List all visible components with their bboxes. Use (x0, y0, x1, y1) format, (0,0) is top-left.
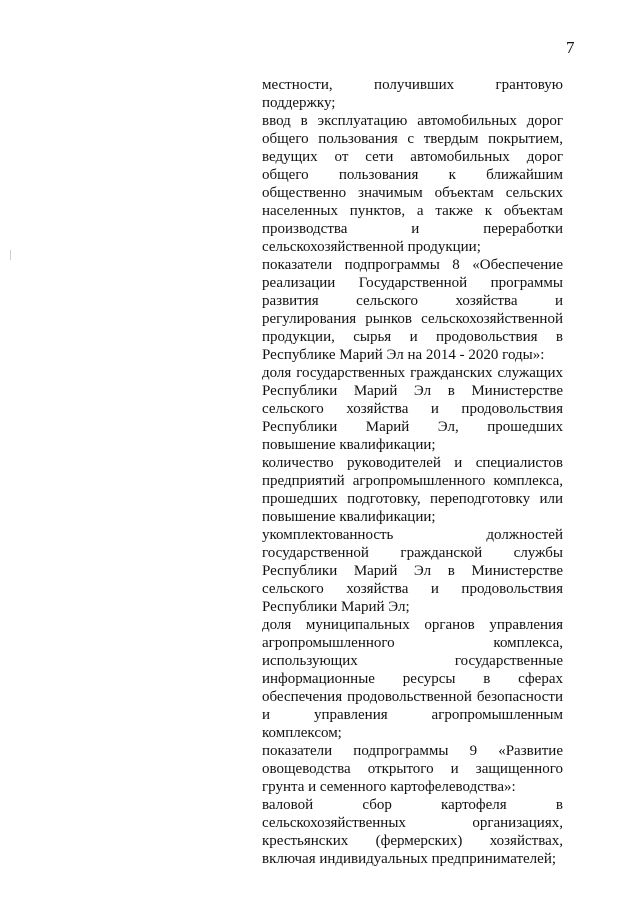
text-line: сельскохозяйственной продукции; (262, 239, 481, 255)
text-line: прошедших подготовку, переподготовку или (262, 491, 563, 507)
text-line: общего пользования с твердым покрытием, (262, 131, 563, 147)
text-line: развития сельского хозяйства и (262, 293, 563, 309)
text-line: количество руководителей и специалистов (262, 455, 563, 471)
text-line: доля государственных гражданских служащих (262, 365, 563, 381)
text-line: общественно значимым объектам сельских (262, 185, 563, 201)
text-line: сельского хозяйства и продовольствия (262, 581, 563, 597)
text-line: населенных пунктов, а также к объектам (262, 203, 563, 219)
text-line: валовой сбор картофеля в (262, 797, 563, 813)
text-line: Республики Марий Эл в Министерстве (262, 563, 563, 579)
text-line: ввод в эксплуатацию автомобильных дорог (262, 113, 563, 129)
scan-artifact-mark (10, 250, 11, 260)
text-line: предприятий агропромышленного комплекса, (262, 473, 563, 489)
text-line: использующих государственные (262, 653, 563, 669)
text-line: местности, получивших грантовую (262, 77, 563, 93)
text-line: доля муниципальных органов управления (262, 617, 563, 633)
text-line: сельского хозяйства и продовольствия (262, 401, 563, 417)
text-line: общего пользования к ближайшим (262, 167, 563, 183)
text-line: Республики Марий Эл в Министерстве (262, 383, 563, 399)
text-line: комплексом; (262, 725, 342, 741)
text-line: государственной гражданской службы (262, 545, 563, 561)
text-line: и управления агропромышленным (262, 707, 563, 723)
text-line: производства и переработки (262, 221, 563, 237)
text-line: грунта и семенного картофелеводства»: (262, 779, 516, 795)
text-line: поддержку; (262, 95, 336, 111)
text-line: показатели подпрограммы 9 «Развитие (262, 743, 563, 759)
text-line: Республики Марий Эл; (262, 599, 410, 615)
text-line: крестьянских (фермерских) хозяйствах, (262, 833, 563, 849)
text-line: информационные ресурсы в сферах (262, 671, 563, 687)
text-line: агропромышленного комплекса, (262, 635, 563, 651)
text-line: показатели подпрограммы 8 «Обеспечение (262, 257, 563, 273)
text-line: обеспечения продовольственной безопасности (262, 689, 563, 705)
text-line: повышение квалификации; (262, 509, 436, 525)
page-number: 7 (566, 38, 575, 57)
text-line: продукции, сырья и продовольствия в (262, 329, 563, 345)
text-line: ведущих от сети автомобильных дорог (262, 149, 563, 165)
text-line: овощеводства открытого и защищенного (262, 761, 563, 777)
text-line: регулирования рынков сельскохозяйственной (262, 311, 563, 327)
text-line: Республики Марий Эл, прошедших (262, 419, 563, 435)
text-line: повышение квалификации; (262, 437, 436, 453)
text-line: укомплектованность должностей (262, 527, 563, 543)
document-text-column (262, 76, 563, 868)
text-line: Республике Марий Эл на 2014 - 2020 годы»: (262, 347, 545, 363)
text-line: включая индивидуальных предпринимателей; (262, 851, 557, 867)
text-line: сельскохозяйственных организациях, (262, 815, 563, 831)
text-line: реализации Государственной программы (262, 275, 563, 291)
